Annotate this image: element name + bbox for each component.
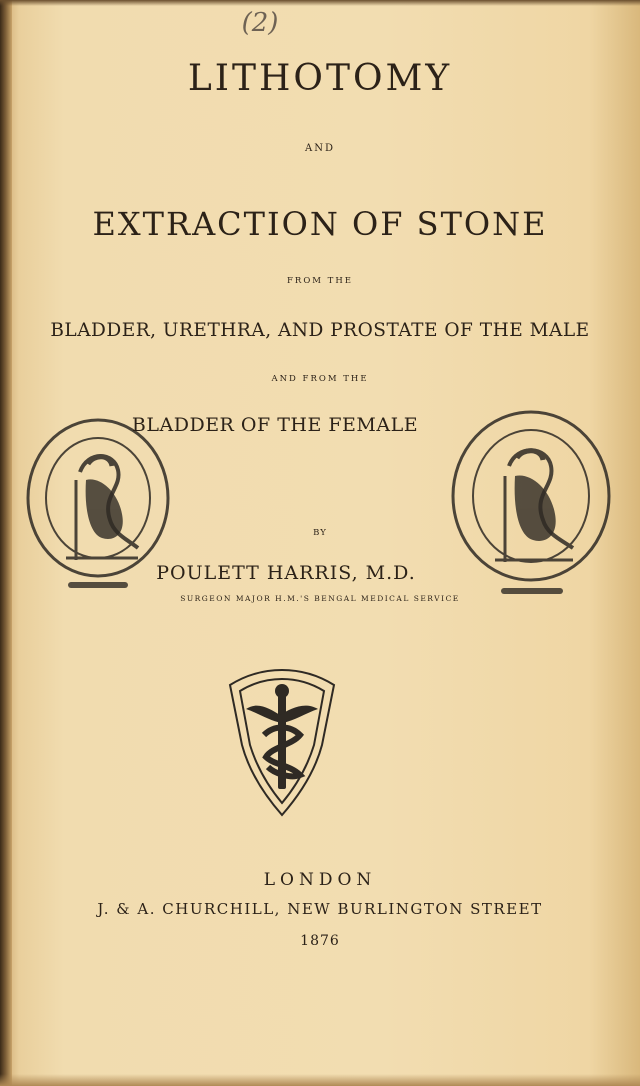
connector-from-the: FROM THE (287, 276, 353, 286)
handwritten-page-note: (2) (241, 8, 279, 38)
publication-city: LONDON (263, 870, 377, 890)
page-top-edge (0, 0, 640, 6)
publisher: J. & A. CHURCHILL, NEW BURLINGTON STREET (97, 900, 543, 918)
connector-and: AND (305, 143, 335, 154)
library-stamp-icon (443, 406, 618, 606)
connector-by: BY (313, 528, 327, 538)
title-line-1: LITHOTOMY (187, 58, 453, 99)
book-spine-edge (0, 0, 12, 1086)
page-bottom-edge (0, 1074, 640, 1086)
title-line-3: BLADDER, URETHRA, AND PROSTATE OF THE MALE (50, 320, 590, 341)
caduceus-shield-icon (222, 665, 342, 820)
author-name: POULETT HARRIS, M.D. (156, 562, 416, 584)
author-position: SURGEON MAJOR H.M.'S BENGAL MEDICAL SERVICE (180, 594, 460, 603)
title-line-4: BLADDER OF THE FEMALE (131, 414, 419, 436)
connector-and-from-the: AND FROM THE (271, 374, 369, 384)
publication-year: 1876 (300, 933, 340, 949)
title-line-2: EXTRACTION OF STONE (92, 205, 548, 243)
